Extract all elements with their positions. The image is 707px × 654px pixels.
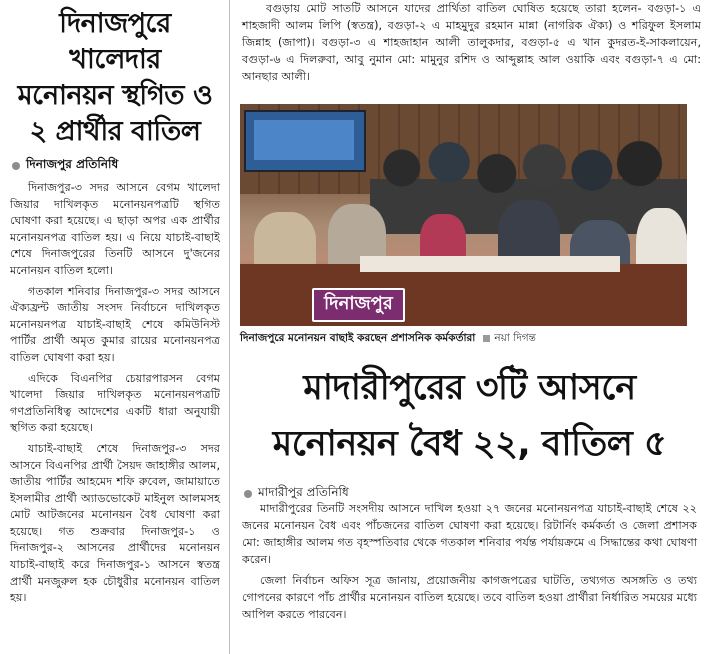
headline-line: মনোনয়ন বৈধ ২২, বাতিল ৫ — [272, 424, 667, 464]
left-article-title — [10, 6, 220, 150]
paragraph: মাদারীপুরের তিনটি সংসদীয় আসনে দাখিল হওয়া ২৭ জনের মনোনয়নপত্র যাচাই-বাছাই শেষে ২২ জনের মনোনয়ন বৈধ এবং পাঁচজনের বাতিল ঘোষণা করা হয়েছে। রিটার্নিং কর্মকর্তা ও জেলা প্রশাসক মো: জাহাঙ্গীর আলম গত বৃহস্পতিবার থেকে গতকাল শনিবার পর্যন্ত পর্যায়ক্রমে এ সিদ্ধান্তের কথা ঘোষণা করেন। — [242, 502, 697, 566]
photo-location-tag: দিনাজপুর — [312, 288, 405, 322]
paragraph: যাচাই-বাছাই শেষে দিনাজপুর-৩ সদর আসনে বিএনপির প্রার্থী সৈয়দ জাহাঙ্গীর আলম, জাতীয় পার্টির আহমেদ শফি রুবেল, জামায়াতে ইসলামীর প্রার্থী অ্যাডভোকেট মাইনুল আলমসহ মোট আটজনের মনোনয়ন বৈধ ঘোষণা করা হয়েছে। গত শুক্রবার দিনাজপুর-১ ও দিনাজপুর-২ আসনের প্রার্থীদের মনোনয়ন যাচাই-বাছাই করে দিনাজপুর-১ আসনে স্বতন্ত্র প্রার্থী মনজুরুল হক চৌধুরীর মনোনয়ন বাতিল হয়। — [10, 441, 220, 605]
left-article-body — [10, 180, 220, 607]
bullet-icon — [244, 490, 252, 498]
column-divider — [229, 0, 230, 654]
continued-article-text: বগুড়ায় মোট সাতটি আসনে যাদের প্রার্থিতা বাতিল ঘোষিত হয়েছে তারা হলেন- বগুড়া-১ এ শাহজাদী আলম লিপি (স্বতন্ত্র), বগুড়া-২ এ মাহমুদুর রহমান মান্না (নাগরিক ঐক্য) ও শরিফুল ইসলাম জিন্নাহ (জাপা)। বগুড়া-৩ এ শাহজাহান আলী তালুকদার, বগুড়া-৫ এ খান কুদরত-ই-সাকলায়েন, বগুড়া-৬ এ দিলরুবা, আবু নুমান মো: মামুনুর রশিদ ও আব্দুল্লাহ আল ওয়াকি এবং বগুড়া-৭ এ মো: আনছার আলী। — [242, 2, 701, 83]
bullet-icon — [12, 162, 20, 170]
right-article-body — [242, 500, 697, 627]
paragraph: জেলা নির্বাচন অফিস সূত্র জানায়, প্রয়োজনীয় কাগজপত্রের ঘাটতি, তথ্যগত অসঙ্গতি ও তথ্য গোপনের কারণে পাঁচ প্রার্থীর মনোনয়ন বাতিল হয়েছে। তবে বাতিল হওয়া প্রার্থীরা নির্ধারিত সময়ের মধ্যে আপিল করতে পারবেন। — [242, 574, 697, 621]
left-title-line: দিনাজপুরে খালেদার — [59, 8, 171, 75]
left-article-byline — [12, 156, 226, 176]
news-photo — [240, 104, 687, 326]
left-title-line: ২ প্রার্থীর বাতিল — [29, 116, 201, 147]
byline-text: মাদারীপুর প্রতিনিধি — [258, 485, 349, 499]
paragraph: এদিকে বিএনপির চেয়ারপারসন বেগম খালেদা জিয়ার দাখিলকৃত মনোনয়নপত্রটি গণপ্রতিনিধিত্ব আদেশের একটি ধারা অনুযায়ী স্থগিত করা হয়েছে। — [10, 371, 220, 435]
photo-credit: নয়া দিগন্ত — [494, 332, 536, 344]
photo-caption — [240, 331, 687, 345]
left-title-line: মনোনয়ন স্থগিত ও — [17, 80, 213, 111]
right-column — [236, 0, 707, 654]
caption-text: দিনাজপুরে মনোনয়ন বাছাই করছেন প্রশাসনিক কর্মকর্তারা — [240, 332, 476, 344]
byline-text: দিনাজপুর প্রতিনিধি — [26, 157, 119, 171]
headline-line: মাদারীপুরের ৩টি আসনে — [303, 368, 636, 408]
square-bullet-icon — [483, 335, 490, 342]
right-article-headline — [236, 360, 703, 472]
left-article — [0, 0, 226, 654]
paragraph: দিনাজপুর-৩ সদর আসনে বেগম খালেদা জিয়ার দাখিলকৃত মনোনয়নপত্রটি স্থগিত ঘোষণা করা হয়েছে। এ ছাড়া অপর এক প্রার্থীর মনোনয়নপত্র বাতিল হয়। এ নিয়ে যাচাই-বাছাই শেষে দিনাজপুরের তিনটি আসনে দু'জনের মনোনয়ন বাতিল হলো। — [10, 181, 220, 277]
photo-desk — [240, 264, 687, 326]
photo-screen — [244, 110, 366, 172]
paragraph: গতকাল শনিবার দিনাজপুর-৩ সদর আসনে ঐক্যফ্রন্ট জাতীয় সংসদ নির্বাচনে দাখিলকৃত মনোনয়নপত্র যাচাই-বাছাই শেষে কমিউনিস্ট পার্টির প্রার্থী অমৃত কুমার রায়ের মনোনয়নপত্র বাতিল ঘোষণা করা হয়। — [10, 284, 220, 364]
